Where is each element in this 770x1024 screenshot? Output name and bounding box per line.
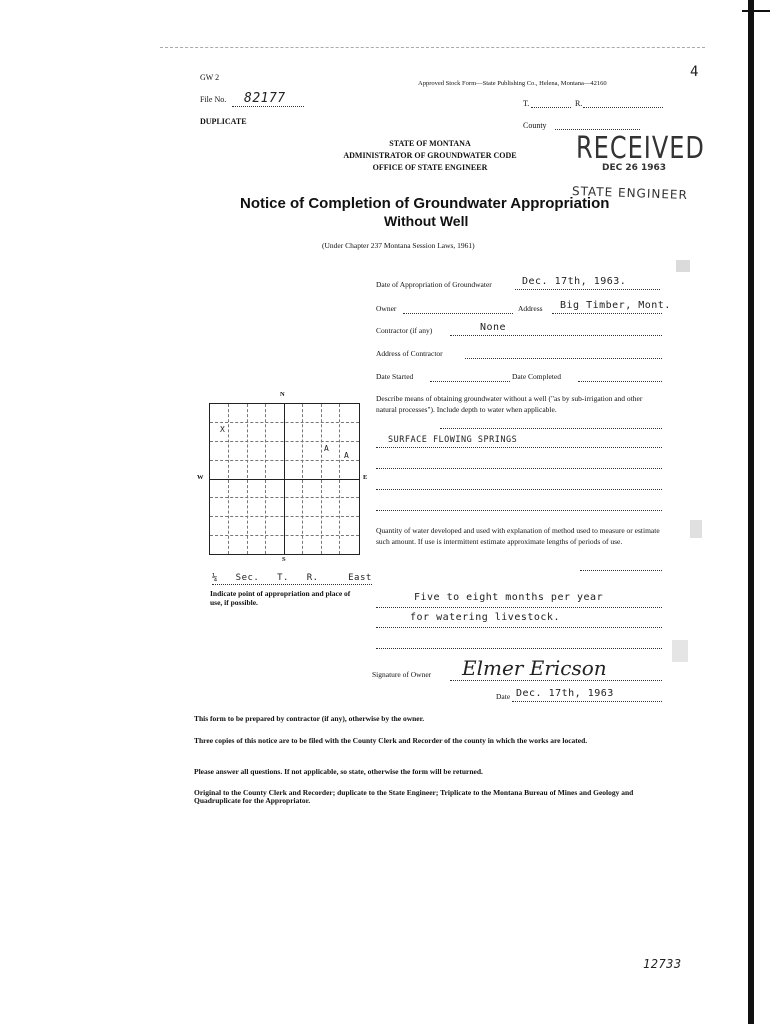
date-value: Dec. 17th, 1963 [516,688,614,699]
plat-north: N [280,391,285,398]
file-no-value: 82177 [244,91,286,106]
header-line3: OFFICE OF STATE ENGINEER [372,163,488,172]
instruction-3: Please answer all questions. If not applicable, so state, otherwise the form will be returned. [194,767,483,776]
quantity-line2 [376,607,662,608]
range-line [583,107,663,108]
instruction-1: This form to be prepared by contractor (if any), otherwise by the owner. [194,714,425,723]
instruction-4: Original to the County Clerk and Recorder; duplicate to the State Engineer; Triplicate to the Montana Bureau of Mines and Geology and Quadruplicate for the Appropriator. [194,788,634,805]
contractor-address-line [465,358,662,359]
plat-mark-b: A [344,451,350,460]
describe-line3 [376,468,662,469]
received-date: DEC 26 1963 [602,163,667,173]
grid-line [210,441,359,442]
township-line [531,107,571,108]
instruction-2: Three copies of this notice are to be filed with the County Clerk and Recorder of the county in which the works are located. [194,736,588,745]
plat-west: W [197,474,204,481]
grid-line [210,497,359,498]
plat-south: S [282,556,286,563]
quantity-line3 [376,627,662,628]
describe-line5 [376,510,662,511]
address-label: Address [518,304,543,313]
quantity-value2: for watering livestock. [410,612,560,623]
owner-line [403,313,513,314]
header-line2: ADMINISTRATOR OF GROUNDWATER CODE [343,151,517,160]
grid-line [210,535,359,536]
quantity-value1: Five to eight months per year [414,592,604,603]
date-completed-label: Date Completed [512,372,561,381]
describe-line1 [440,428,662,429]
date-label: Date [496,692,511,701]
range-label: R. [575,99,583,108]
contractor-label: Contractor (if any) [376,326,433,335]
township-label: T. [523,99,530,108]
plat-location: ¼ Sec. T. R. East [212,573,372,583]
date-started-label: Date Started [376,372,414,381]
plat-mark-a: A [324,444,330,453]
address-value: Big Timber, Mont. [560,300,671,311]
scan-speck [676,260,690,272]
quantity-line4 [376,648,662,649]
grid-line [210,460,359,461]
plat-east: E [363,474,368,481]
describe-line2 [376,447,662,448]
quantity-instructions: Quantity of water developed and used with explanation of method used to measure or estimate such amount. If use is intermittent estimate approximate lengths of periods of use. [376,526,660,546]
owner-signature: Elmer Ericson [462,656,607,680]
file-no-line [232,106,304,107]
form-title: Notice of Completion of Groundwater Appropriation [240,195,610,212]
plat-grid [209,403,360,555]
address-line [552,313,662,314]
date-appropriation-line [515,289,660,290]
describe-instructions: Describe means of obtaining groundwater without a well ("as by sub-irrigation and other natural processes"). Include depth to water when applicable. [376,394,643,414]
received-office: STATE ENGINEER [571,183,689,203]
scan-speck [672,640,688,662]
grid-line [210,516,359,517]
county-label: County [523,121,547,130]
publisher-line: Approved Stock Form—State Publishing Co., Helena, Montana—42160 [418,80,607,87]
bottom-number: 12733 [643,957,682,971]
file-no-label: File No. [200,95,227,104]
form-title-line2: Without Well [384,213,469,229]
plat-mark-x: X [220,425,226,434]
date-appropriation-label: Date of Appropriation of Groundwater [376,280,492,289]
date-started-line [430,381,510,382]
contractor-value: None [480,322,507,333]
grid-line [210,422,359,423]
signature-line [450,680,662,681]
copy-label: DUPLICATE [200,117,247,126]
form-code: GW 2 [200,73,220,82]
date-completed-line [578,381,662,382]
quantity-line1 [580,570,662,571]
header-line1: STATE OF MONTANA [389,139,471,148]
grid-line [210,479,359,480]
form-subtitle: (Under Chapter 237 Montana Session Laws, 1961) [322,241,475,250]
contractor-line [450,335,662,336]
describe-value: SURFACE FLOWING SPRINGS [388,435,518,445]
plat-location-line [212,584,372,585]
top-dash-line [160,47,705,48]
corner-mark: 4 [690,64,699,80]
contractor-address-label: Address of Contractor [376,349,443,358]
scan-border [748,0,754,1024]
owner-label: Owner [376,304,397,313]
date-appropriation-value: Dec. 17th, 1963. [522,276,627,287]
date-line [512,701,662,702]
received-stamp: RECEIVED [576,130,705,166]
scan-mark [742,10,770,12]
describe-line4 [376,489,662,490]
scan-speck [690,520,702,538]
plat-caption: Indicate point of appropriation and place of use, if possible. [210,589,351,607]
signature-label: Signature of Owner [372,670,432,679]
